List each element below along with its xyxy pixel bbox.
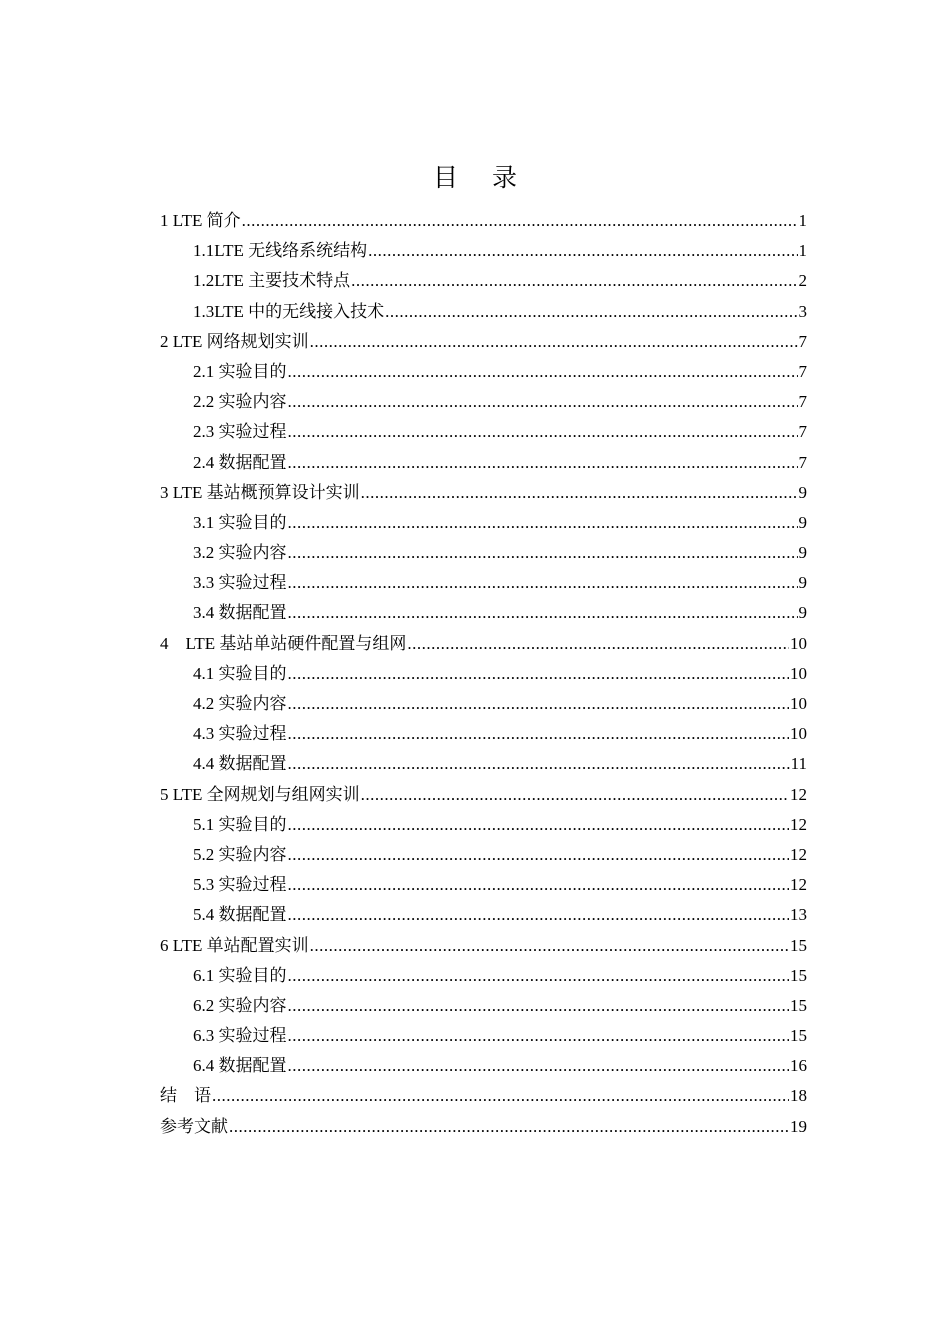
toc-entry-title: 6.4 数据配置	[193, 1056, 287, 1076]
toc-page-number: 15	[790, 935, 807, 955]
toc-section-entry[interactable]	[160, 659, 807, 689]
toc-entry-title: 6.2 实验内容	[193, 995, 287, 1015]
toc-entry-title: 参考文献	[160, 1116, 228, 1136]
toc-dot-leader	[288, 961, 790, 991]
toc-dot-leader	[288, 991, 790, 1021]
toc-page-number: 7	[798, 452, 807, 472]
toc-list	[160, 206, 807, 1142]
toc-page-number: 12	[790, 814, 807, 834]
toc-section-entry[interactable]	[160, 749, 807, 779]
toc-entry-title: 5 LTE 全网规划与组网实训	[160, 784, 360, 804]
toc-entry-title: 3.1 实验目的	[193, 512, 287, 532]
toc-entry-title: 6.3 实验过程	[193, 1026, 287, 1046]
toc-dot-leader	[288, 810, 790, 840]
toc-dot-leader	[368, 236, 797, 266]
toc-section-entry[interactable]	[160, 810, 807, 840]
toc-dot-leader	[288, 1051, 790, 1081]
toc-page-number: 12	[790, 844, 807, 864]
toc-chapter-entry[interactable]	[160, 478, 807, 508]
toc-page-number: 9	[798, 573, 807, 593]
toc-dot-leader	[361, 780, 789, 810]
toc-entry-title: 3.4 数据配置	[193, 603, 287, 623]
toc-dot-leader	[288, 689, 790, 719]
toc-section-entry[interactable]	[160, 236, 807, 266]
toc-entry-title: 1 LTE 简介	[160, 211, 241, 230]
toc-section-entry[interactable]	[160, 900, 807, 930]
toc-dot-leader	[229, 1112, 789, 1142]
toc-dot-leader	[288, 1021, 790, 1051]
toc-section-entry[interactable]	[160, 387, 807, 417]
toc-entry-title: 2.1 实验目的	[193, 361, 287, 381]
toc-page-number: 7	[798, 361, 807, 381]
toc-section-entry[interactable]	[160, 357, 807, 387]
toc-section-entry[interactable]	[160, 1051, 807, 1081]
toc-entry-title: 2.4 数据配置	[193, 452, 287, 472]
toc-page-number: 15	[790, 995, 807, 1015]
toc-page-number: 9	[798, 543, 807, 563]
toc-section-entry[interactable]	[160, 1021, 807, 1051]
toc-dot-leader	[310, 931, 789, 961]
toc-chapter-entry[interactable]	[160, 1081, 807, 1111]
toc-entry-title: 5.1 实验目的	[193, 814, 287, 834]
toc-section-entry[interactable]	[160, 266, 807, 296]
toc-chapter-entry[interactable]	[160, 931, 807, 961]
toc-entry-title: 3.3 实验过程	[193, 573, 287, 593]
toc-entry-title: 1.1LTE 无线络系统结构	[193, 241, 368, 261]
toc-page-number: 9	[798, 482, 807, 502]
toc-dot-leader	[288, 508, 798, 538]
toc-entry-title: 5.2 实验内容	[193, 844, 287, 864]
toc-page-number: 12	[790, 875, 807, 895]
toc-entry-title: 5.4 数据配置	[193, 905, 287, 925]
toc-page-number: 10	[790, 633, 807, 653]
toc-page-number: 10	[790, 694, 807, 713]
toc-entry-title: 1.3LTE 中的无线接入技术	[193, 301, 385, 321]
toc-page-number: 1	[798, 241, 807, 261]
toc-section-entry[interactable]	[160, 961, 807, 991]
toc-dot-leader	[288, 387, 798, 417]
toc-dot-leader	[288, 598, 798, 628]
toc-dot-leader	[288, 448, 798, 478]
toc-page-number: 10	[790, 663, 807, 683]
toc-section-entry[interactable]	[160, 538, 807, 568]
toc-dot-leader	[288, 840, 790, 870]
toc-section-entry[interactable]	[160, 991, 807, 1021]
toc-entry-title: 3.2 实验内容	[193, 543, 287, 563]
toc-dot-leader	[407, 629, 789, 659]
toc-page-number: 3	[798, 301, 807, 321]
toc-entry-title: 6.1 实验目的	[193, 965, 287, 985]
toc-page-number: 19	[790, 1116, 807, 1136]
toc-section-entry[interactable]	[160, 719, 807, 749]
toc-entry-title: 结 语	[160, 1086, 211, 1106]
toc-entry-title: 1.2LTE 主要技术特点	[193, 271, 351, 291]
toc-entry-title: 2 LTE 网络规划实训	[160, 331, 309, 351]
toc-entry-title: 2.3 实验过程	[193, 422, 287, 442]
toc-page-number: 12	[790, 784, 807, 804]
toc-page-number: 7	[798, 422, 807, 442]
toc-entry-title: 6 LTE 单站配置实训	[160, 935, 309, 955]
toc-chapter-entry[interactable]	[160, 206, 807, 236]
toc-page-number: 13	[790, 905, 807, 925]
toc-page-number: 9	[798, 603, 807, 623]
toc-page-number: 11	[790, 754, 807, 774]
toc-section-entry[interactable]	[160, 568, 807, 598]
toc-entry-title: 4.3 实验过程	[193, 724, 287, 744]
toc-page-number: 7	[798, 392, 807, 412]
toc-entry-title: 3 LTE 基站概预算设计实训	[160, 482, 360, 502]
toc-dot-leader	[288, 357, 798, 387]
toc-page-number: 10	[790, 724, 807, 744]
toc-dot-leader	[288, 719, 790, 749]
toc-chapter-entry[interactable]	[160, 629, 807, 659]
toc-section-entry[interactable]	[160, 297, 807, 327]
toc-entry-title: 4.2 实验内容	[193, 694, 287, 713]
toc-dot-leader	[288, 870, 790, 900]
toc-dot-leader	[288, 659, 790, 689]
toc-entry-title: 4 LTE 基站单站硬件配置与组网	[160, 633, 407, 653]
toc-entry-title: 4.1 实验目的	[193, 663, 287, 683]
toc-section-entry[interactable]	[160, 598, 807, 628]
toc-section-entry[interactable]	[160, 448, 807, 478]
toc-entry-title: 4.4 数据配置	[193, 754, 287, 774]
toc-chapter-entry[interactable]	[160, 1112, 807, 1142]
toc-section-entry[interactable]	[160, 840, 807, 870]
toc-dot-leader	[288, 749, 790, 779]
toc-page-number: 2	[798, 271, 807, 291]
toc-page-number: 15	[790, 965, 807, 985]
toc-section-entry[interactable]	[160, 870, 807, 900]
toc-chapter-entry[interactable]	[160, 327, 807, 357]
toc-dot-leader	[288, 900, 790, 930]
toc-dot-leader	[288, 538, 798, 568]
toc-section-entry[interactable]	[160, 508, 807, 538]
toc-page-number: 15	[790, 1026, 807, 1046]
toc-section-entry[interactable]	[160, 417, 807, 447]
toc-title: 目录	[432, 163, 551, 192]
toc-page-number: 18	[790, 1086, 807, 1106]
toc-entry-title: 2.2 实验内容	[193, 392, 287, 412]
toc-dot-leader	[351, 266, 797, 296]
toc-dot-leader	[212, 1081, 789, 1111]
toc-dot-leader	[385, 297, 797, 327]
toc-page-number: 9	[798, 512, 807, 532]
toc-dot-leader	[288, 568, 798, 598]
toc-page-number: 7	[798, 331, 807, 351]
toc-dot-leader	[242, 206, 798, 236]
toc-page-number: 16	[790, 1056, 807, 1076]
toc-section-entry[interactable]	[160, 689, 807, 719]
toc-entry-title: 5.3 实验过程	[193, 875, 287, 895]
toc-page-number: 1	[798, 211, 807, 230]
toc-dot-leader	[310, 327, 798, 357]
toc-dot-leader	[361, 478, 798, 508]
toc-chapter-entry[interactable]	[160, 780, 807, 810]
toc-dot-leader	[288, 417, 798, 447]
